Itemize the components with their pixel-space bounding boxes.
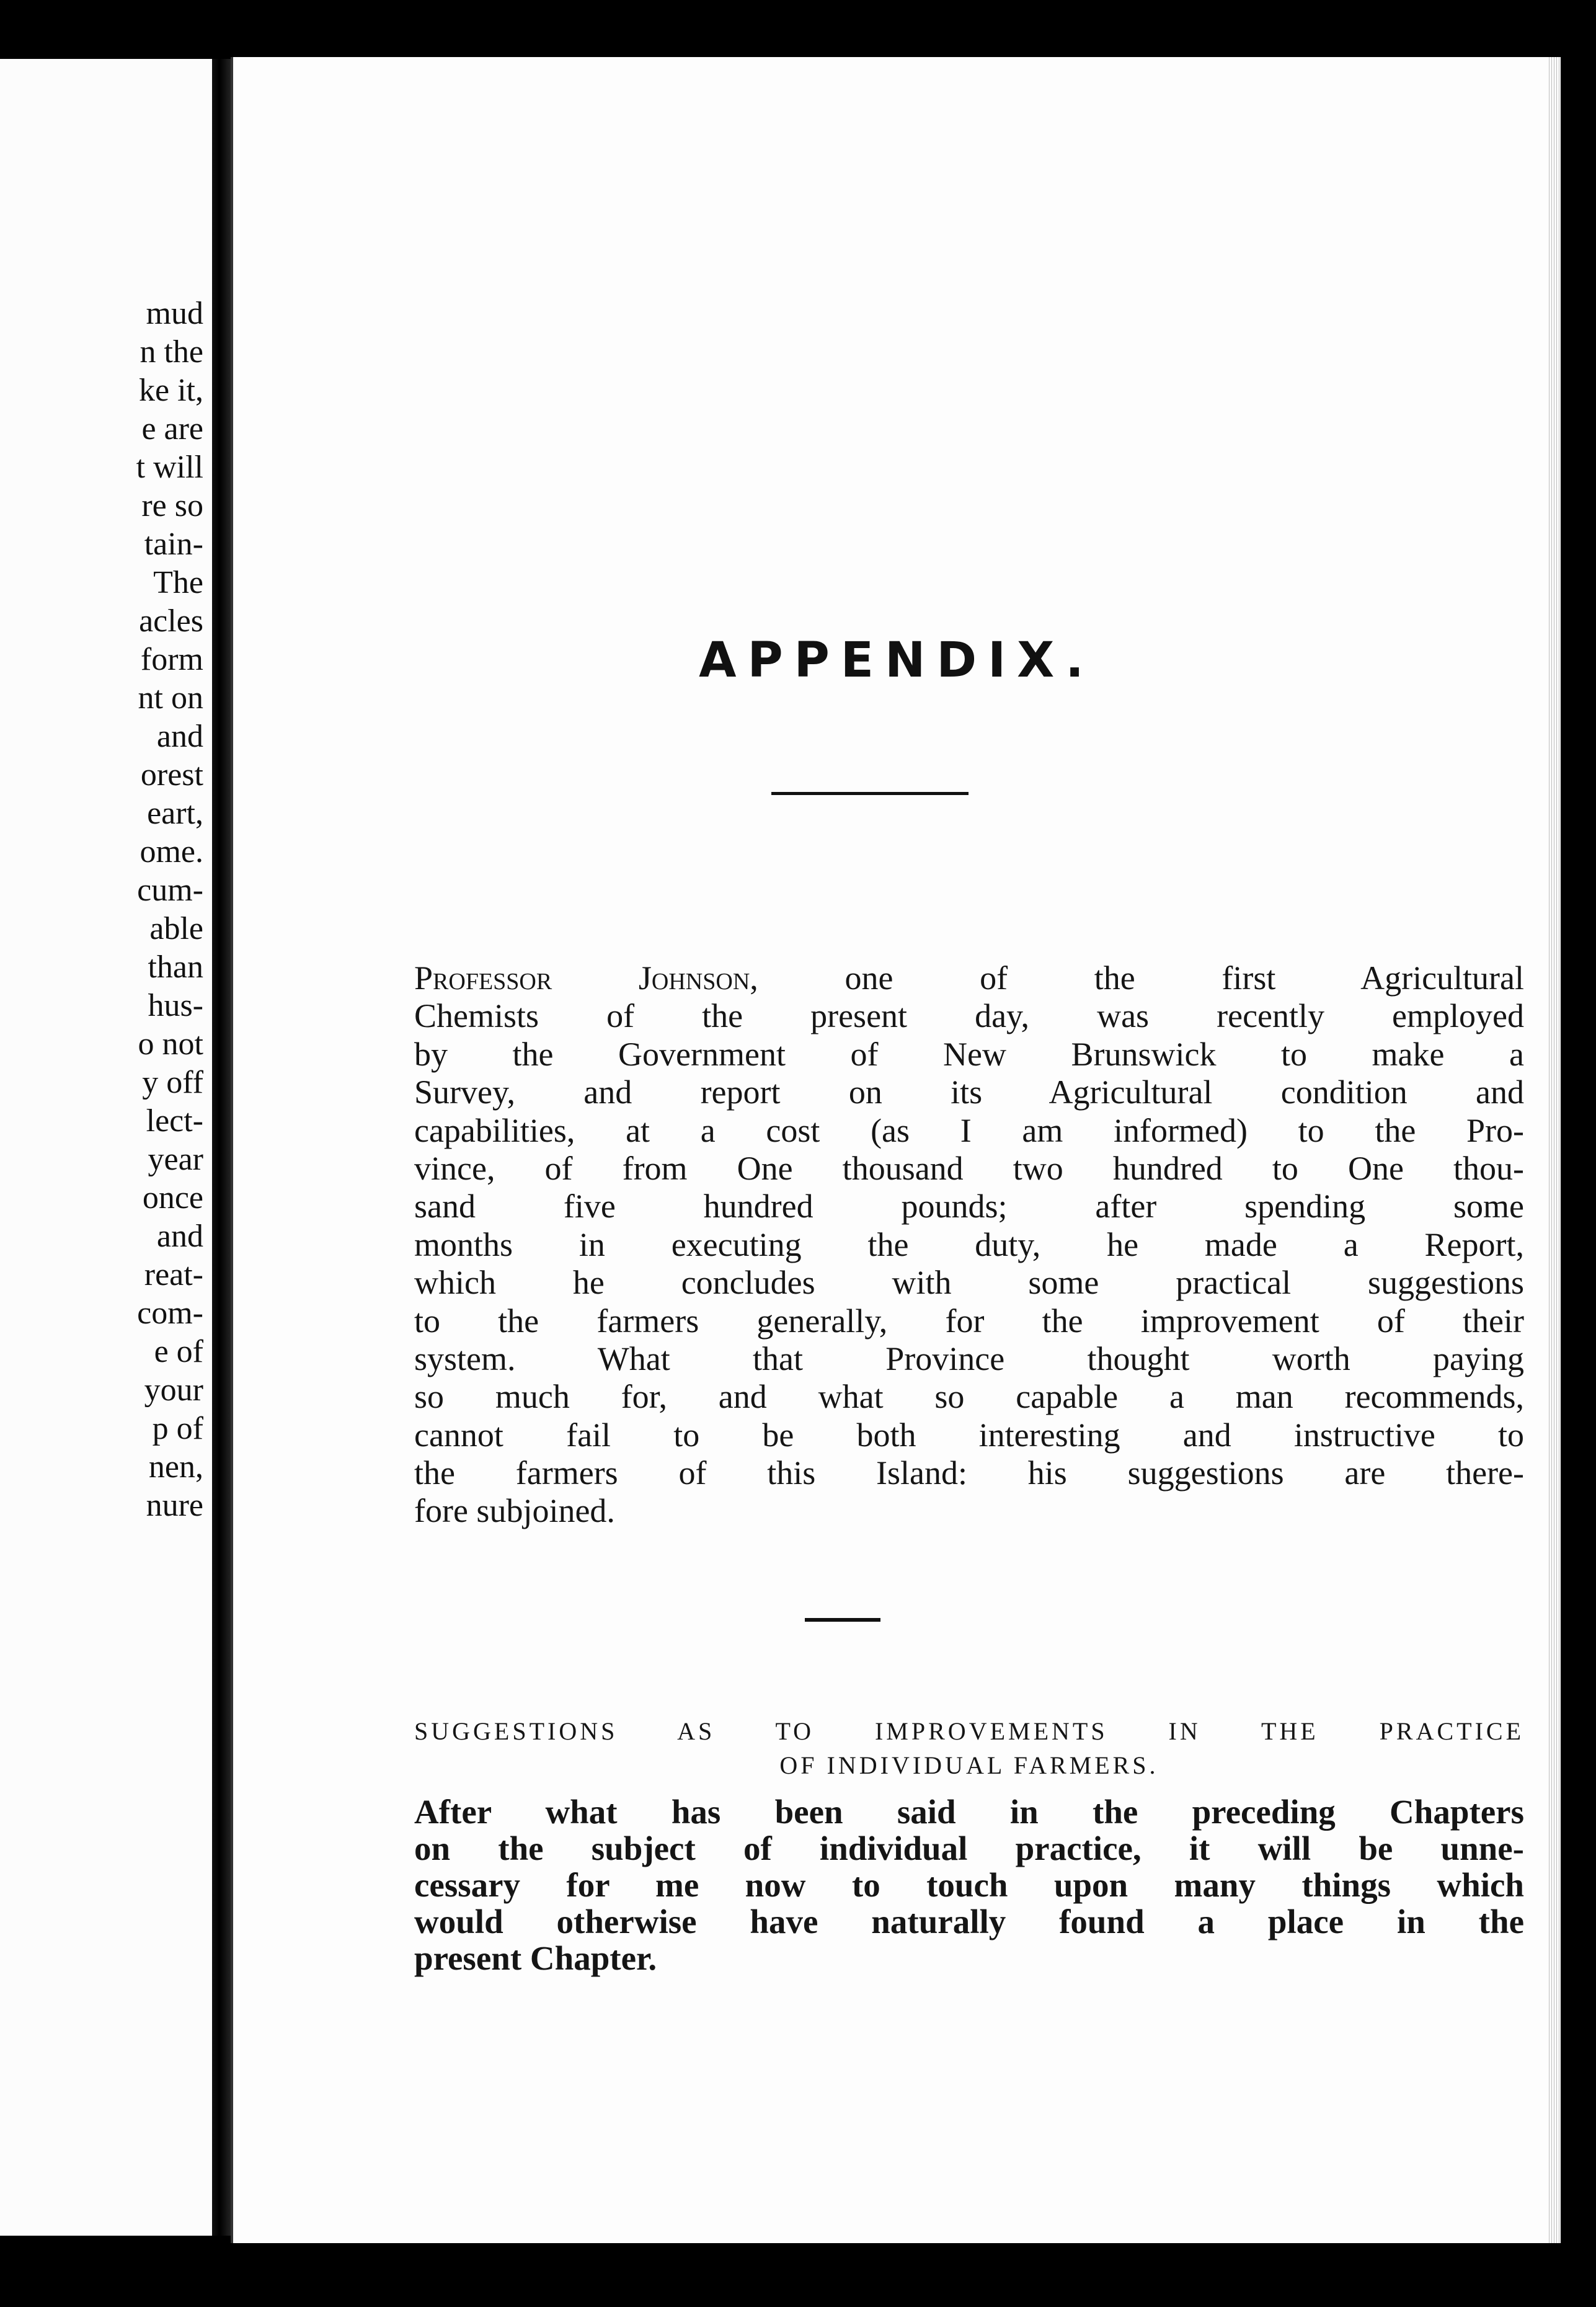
left-line: acles [139, 603, 203, 639]
section-divider-rule [805, 1618, 880, 1622]
title-divider-rule [771, 792, 969, 795]
second-paragraph [414, 1794, 1524, 1976]
paragraph-line: which he concludes with some practical suggestions [414, 1264, 1524, 1302]
paragraph-line: sand five hundred pounds; after spending some [414, 1188, 1524, 1225]
left-line: and [156, 719, 203, 754]
page-title: APPENDIX. [699, 633, 1095, 688]
left-line: o not [138, 1026, 203, 1062]
left-line: ke it, [139, 373, 203, 408]
paragraph-line: on the subject of individual practice, it will be unne- [414, 1829, 1524, 1867]
left-line: hus- [148, 988, 203, 1023]
intro-paragraph [414, 959, 1524, 1531]
left-line: once [142, 1180, 203, 1216]
left-line: e of [154, 1334, 203, 1369]
left-line: n the [140, 334, 203, 370]
paragraph-line: cessary for me now to touch upon many things which [414, 1866, 1524, 1904]
paragraph-line: cannot fail to be both interesting and instructive to [414, 1416, 1524, 1454]
paragraph-line: fore subjoined. [414, 1492, 615, 1530]
first-line-text: one of the first Agricultural [845, 959, 1524, 997]
left-page-text-fragments [136, 295, 203, 1525]
section-heading [414, 1714, 1524, 1782]
paragraph-line: Chemists of the present day, was recently employed [414, 997, 1524, 1035]
left-line: The [153, 565, 203, 600]
left-line: nt on [138, 680, 203, 716]
left-line: eart, [147, 796, 203, 831]
paragraph-line: capabilities, at a cost (as I am informed) to the Pro- [414, 1111, 1524, 1149]
left-line: nure [146, 1488, 203, 1523]
paragraph-line: Survey, and report on its Agricultural condition and [414, 1073, 1524, 1111]
paragraph-line: system. What that Province thought worth paying [414, 1340, 1524, 1377]
page-edge [1547, 57, 1561, 2243]
left-line: mud [146, 296, 203, 331]
left-line: reat- [144, 1257, 203, 1292]
left-line: your [144, 1372, 203, 1408]
paragraph-line: present Chapter. [414, 1939, 657, 1977]
left-line: e are [141, 411, 203, 447]
left-line: re so [141, 488, 203, 523]
left-line: tain- [144, 527, 203, 562]
left-line: p of [152, 1411, 203, 1446]
paragraph-line: After what has been said in the preceding Chapters [414, 1793, 1524, 1831]
paragraph-line: by the Government of New Brunswick to make a [414, 1035, 1524, 1073]
left-line: com- [137, 1296, 203, 1331]
left-line: nen, [148, 1449, 203, 1485]
left-line: able [149, 911, 203, 946]
section-heading-line: OF INDIVIDUAL FARMERS. [779, 1751, 1159, 1779]
left-line: and [156, 1219, 203, 1254]
book-gutter [212, 59, 231, 2236]
left-line: ome. [140, 834, 203, 869]
section-heading-line: SUGGESTIONS AS TO IMPROVEMENTS IN THE PRACTICE [414, 1717, 1524, 1745]
left-line: t will [136, 450, 203, 485]
paragraph-line: the farmers of this Island: his suggestions are there- [414, 1454, 1524, 1492]
paragraph-line: to the farmers generally, for the improvement of their [414, 1302, 1524, 1340]
paragraph-line: would otherwise have naturally found a place in the [414, 1903, 1524, 1940]
right-page [231, 57, 1561, 2243]
left-page [0, 59, 212, 2236]
paragraph-line: vince, of from One thousand two hundred to One thou- [414, 1149, 1524, 1187]
left-line: than [148, 949, 203, 985]
paragraph-line [414, 959, 1524, 997]
left-line: lect- [146, 1103, 203, 1139]
author-name: Professor Johnson, [414, 959, 758, 997]
left-line: year [148, 1142, 203, 1177]
left-line: orest [140, 757, 203, 793]
left-line: y off [142, 1065, 203, 1100]
paragraph-line: so much for, and what so capable a man recommends, [414, 1378, 1524, 1416]
left-line: cum- [137, 873, 203, 908]
paragraph-line: months in executing the duty, he made a Report, [414, 1225, 1524, 1263]
left-line: form [140, 642, 203, 677]
